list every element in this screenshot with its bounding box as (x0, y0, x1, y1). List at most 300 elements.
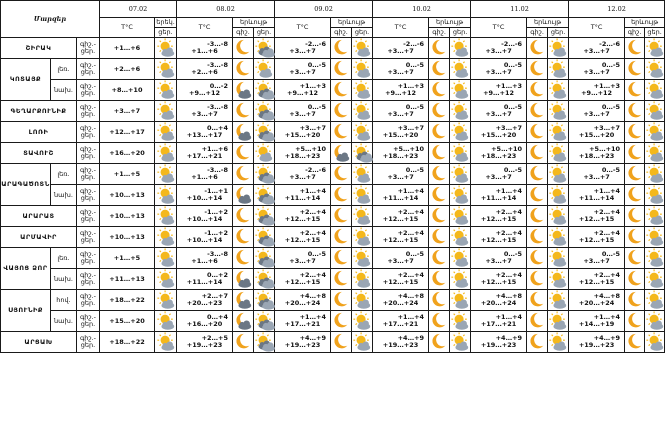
subregion-label: նախ. (51, 185, 77, 206)
temperature-cell (373, 311, 429, 332)
period-label: գիշ.- ցեր. (77, 311, 100, 332)
date-header: 08.02 (177, 1, 275, 18)
moon-icon (527, 143, 548, 164)
temperature-cell (177, 59, 233, 80)
partly-cloudy-icon (155, 311, 177, 332)
moon-icon (429, 332, 450, 353)
region-name: ԱՐՑԱԽ (1, 332, 77, 353)
day-temp: +1…+6 (113, 43, 141, 52)
day-temp: +3…+7 (583, 173, 610, 181)
date-header: 11.02 (471, 1, 569, 18)
partly-cloudy-icon (548, 164, 569, 185)
cloudy-icon (254, 290, 275, 311)
moon-icon (625, 164, 645, 185)
night-temp: +1…+3 (495, 82, 523, 90)
partly-cloudy-icon (645, 164, 665, 185)
night-temp: 0…-5 (601, 250, 621, 258)
subregion-label: նախ. (51, 269, 77, 290)
region-name: ԱՐԱԳԱԾՈՏՆ (1, 164, 51, 206)
day-temp: +17…+21 (480, 320, 517, 328)
temperature-cell (373, 59, 429, 80)
temperature-cell (100, 185, 155, 206)
day-temp: +3…+7 (387, 110, 414, 118)
subregion-label: լեռ. (51, 164, 77, 185)
moon-icon (331, 290, 352, 311)
partly-cloudy-icon (352, 59, 373, 80)
partly-cloudy-icon (450, 185, 471, 206)
night-temp: +2…+4 (593, 229, 621, 237)
partly-cloudy-icon (450, 206, 471, 227)
temperature-cell (100, 164, 155, 185)
period-label: գիշ.- ցեր. (77, 332, 100, 353)
partly-cloudy-icon (645, 143, 665, 164)
temperature-cell (471, 290, 527, 311)
night-temp: +2…+4 (495, 229, 523, 237)
moon-icon (233, 38, 254, 59)
temperature-cell (373, 185, 429, 206)
night-header: գիշ. (233, 28, 254, 38)
night-temp: +1…+4 (299, 187, 327, 195)
day-temp: +18…+23 (382, 152, 419, 160)
moon-icon (625, 80, 645, 101)
temperature-cell (569, 164, 625, 185)
night-temp: -2…-6 (501, 40, 523, 48)
temperature-cell (569, 206, 625, 227)
temperature-cell (177, 38, 233, 59)
day-temp: +10…+14 (186, 194, 223, 202)
day-temp: +12…+15 (480, 278, 517, 286)
night-temp: +4…+8 (495, 292, 523, 300)
night-temp: +4…+9 (495, 334, 523, 342)
temperature-cell (471, 38, 527, 59)
night-temp: +4…+8 (593, 292, 621, 300)
night-temp: 0…-5 (405, 103, 425, 111)
day-temp: +18…+22 (109, 295, 145, 304)
temperature-cell (275, 101, 331, 122)
night-temp: -2…-6 (305, 40, 327, 48)
day-temp: +3…+7 (485, 68, 512, 76)
night-temp: +4…+9 (593, 334, 621, 342)
moon-icon (527, 290, 548, 311)
temperature-cell (100, 59, 155, 80)
partly-cloudy-icon (254, 59, 275, 80)
day-temp: +12…+15 (382, 278, 419, 286)
moon-icon (429, 248, 450, 269)
day-temp: +11…+14 (186, 278, 223, 286)
night-temp: +2…+5 (201, 334, 229, 342)
cloudy-icon (254, 227, 275, 248)
night-temp: -3…-8 (207, 103, 229, 111)
day-temp: +10…+13 (109, 190, 145, 199)
temperature-cell (373, 206, 429, 227)
region-name: ԱՐՄԱՎԻՐ (1, 227, 77, 248)
moon-icon (625, 59, 645, 80)
moon-icon (527, 227, 548, 248)
temperature-header: T°C (100, 18, 155, 38)
day-temp: +17…+21 (186, 152, 223, 160)
region-row (1, 185, 665, 206)
day-temp: +1…+5 (113, 253, 141, 262)
moon-icon (331, 185, 352, 206)
day-temp: +12…+15 (578, 236, 615, 244)
partly-cloudy-icon (352, 311, 373, 332)
temperature-cell (275, 143, 331, 164)
phenomena-header: երևույթ (233, 18, 275, 28)
moon-icon (233, 59, 254, 80)
temperature-cell (100, 311, 155, 332)
temperature-cell (373, 80, 429, 101)
moon-icon (429, 143, 450, 164)
day-temp: +11…+14 (284, 194, 321, 202)
temperature-cell (100, 269, 155, 290)
temperature-cell (569, 101, 625, 122)
night-header: գիշ. (625, 28, 645, 38)
partly-cloudy-icon (548, 311, 569, 332)
partly-cloudy-icon (155, 101, 177, 122)
moon-icon (233, 164, 254, 185)
moon-icon (625, 290, 645, 311)
partly-cloudy-icon (450, 164, 471, 185)
region-name: ՏԱՎՈՒՇ (1, 143, 77, 164)
temperature-cell (373, 122, 429, 143)
region-name: ՎԱՅՈՑ ՁՈՐ (1, 248, 51, 290)
day-temp: +10…+13 (109, 232, 145, 241)
moon-icon (527, 122, 548, 143)
period-label: գիշ.- ցեր. (77, 143, 100, 164)
partly-cloudy-icon (155, 248, 177, 269)
partly-cloudy-icon (645, 311, 665, 332)
moon-icon (625, 227, 645, 248)
day-temp: +2…+6 (113, 64, 141, 73)
temperature-cell (100, 143, 155, 164)
night-temp: 0…-5 (503, 166, 523, 174)
day-header: ցեր. (352, 28, 373, 38)
partly-cloudy-icon (645, 227, 665, 248)
day-temp: +11…+14 (578, 194, 615, 202)
night-temp: +1…+4 (593, 187, 621, 195)
temperature-cell (275, 59, 331, 80)
temperature-cell (275, 38, 331, 59)
day-temp: +18…+23 (578, 152, 615, 160)
temperature-cell (275, 122, 331, 143)
moon-icon (331, 38, 352, 59)
partly-cloudy-icon (548, 80, 569, 101)
partly-cloudy-icon (450, 38, 471, 59)
day-temp: +15…+20 (382, 131, 419, 139)
temperature-cell (177, 122, 233, 143)
partly-cloudy-icon (450, 80, 471, 101)
day-temp: +1…+6 (191, 257, 218, 265)
moon-icon (331, 206, 352, 227)
subregion-label: նախ. (51, 80, 77, 101)
day-temp: +1…+6 (191, 173, 218, 181)
temperature-cell (471, 59, 527, 80)
moon-icon (233, 332, 254, 353)
temperature-cell (569, 143, 625, 164)
region-name: ՍՅՈՒՆԻՔ (1, 290, 51, 332)
night-temp: +4…+9 (299, 334, 327, 342)
partly-cloudy-icon (352, 332, 373, 353)
temperature-cell (373, 248, 429, 269)
temperature-cell (471, 248, 527, 269)
day-temp: +9…+12 (287, 89, 319, 97)
partly-cloudy-icon (548, 248, 569, 269)
temperature-cell (569, 332, 625, 353)
temperature-header: T°C (373, 18, 429, 38)
temperature-cell (569, 311, 625, 332)
moon-icon (331, 101, 352, 122)
cloudy-icon (254, 206, 275, 227)
night-temp: +4…+8 (397, 292, 425, 300)
partly-cloudy-icon (352, 122, 373, 143)
region-name: ԼՈՌԻ (1, 122, 77, 143)
day-temp: +3…+7 (583, 110, 610, 118)
night-temp: -2…-6 (305, 166, 327, 174)
temperature-cell (100, 206, 155, 227)
partly-cloudy-icon (645, 101, 665, 122)
subregion-label: նախ. (51, 311, 77, 332)
night-temp: +2…+4 (593, 271, 621, 279)
day-temp: +13…+17 (186, 131, 223, 139)
moon-icon (527, 185, 548, 206)
day-temp: +10…+14 (186, 236, 223, 244)
temperature-cell (471, 122, 527, 143)
day-temp: +10…+13 (109, 211, 145, 220)
day-temp: +11…+13 (109, 274, 145, 283)
day-temp: +20…+24 (382, 299, 419, 307)
date-header: 07.02 (100, 1, 177, 18)
day-temp: +19…+23 (186, 341, 223, 349)
temperature-cell (569, 38, 625, 59)
night-temp: +3…+7 (495, 124, 523, 132)
day-temp: +18…+23 (284, 152, 321, 160)
night-temp: +5…+10 (393, 145, 425, 153)
day-temp: +12…+15 (480, 236, 517, 244)
partly-cloudy-icon (645, 269, 665, 290)
temperature-cell (177, 269, 233, 290)
partly-cloudy-icon (645, 185, 665, 206)
night-temp: 0…-5 (503, 61, 523, 69)
moon-icon (331, 143, 352, 164)
moon-icon (233, 248, 254, 269)
temperature-cell (373, 332, 429, 353)
day-temp: +14…+19 (578, 320, 615, 328)
moon-icon (625, 206, 645, 227)
day-temp: +3…+7 (485, 110, 512, 118)
temperature-cell (177, 332, 233, 353)
day-temp: +12…+15 (284, 215, 321, 223)
day-temp: +20…+24 (578, 299, 615, 307)
day-temp: +9…+12 (483, 89, 515, 97)
period-label: գիշ.- ցեր. (77, 290, 100, 311)
temperature-cell (471, 206, 527, 227)
day-temp: +12…+17 (109, 127, 145, 136)
partly-cloudy-icon (645, 332, 665, 353)
period-label: գիշ.- ցեր. (77, 80, 100, 101)
partly-cloudy-icon (155, 164, 177, 185)
night-temp: -3…-8 (207, 250, 229, 258)
night-header: գիշ. (331, 28, 352, 38)
moon-icon (233, 122, 254, 143)
partly-cloudy-icon (548, 59, 569, 80)
day-temp: +3…+7 (387, 47, 414, 55)
day-header: ցեր. (254, 28, 275, 38)
night-temp: +1…+4 (299, 313, 327, 321)
moon-icon (233, 143, 254, 164)
day-temp: +3…+7 (289, 173, 316, 181)
day-temp: +9…+12 (385, 89, 417, 97)
moon-icon (429, 185, 450, 206)
period-label: գիշ.- ցեր. (77, 122, 100, 143)
night-temp: +3…+7 (299, 124, 327, 132)
moon-icon (429, 311, 450, 332)
partly-cloudy-icon (352, 290, 373, 311)
day-temp: +15…+20 (284, 131, 321, 139)
partly-cloudy-icon (548, 38, 569, 59)
day-temp: +19…+23 (284, 341, 321, 349)
partly-cloudy-icon (155, 122, 177, 143)
temperature-cell (100, 290, 155, 311)
partly-cloudy-icon (155, 185, 177, 206)
cloudy-icon (254, 122, 275, 143)
day-temp: +12…+15 (382, 215, 419, 223)
temperature-cell (177, 206, 233, 227)
moon-icon (331, 122, 352, 143)
day-temp: +15…+20 (480, 131, 517, 139)
night-temp: -2…-6 (403, 40, 425, 48)
night-temp: 0…-5 (405, 250, 425, 258)
temperature-cell (471, 164, 527, 185)
partly-cloudy-icon (548, 185, 569, 206)
day-temp: +15…+20 (109, 316, 145, 325)
night-temp: 0…-5 (503, 103, 523, 111)
day-temp: +9…+12 (189, 89, 220, 97)
night-temp: +2…+4 (397, 229, 425, 237)
night-temp: +4…+8 (299, 292, 327, 300)
temperature-cell (569, 227, 625, 248)
day-temp: +12…+15 (382, 236, 419, 244)
moon-icon (331, 248, 352, 269)
moon-icon (527, 311, 548, 332)
phenomena-header: երևույթ (625, 18, 665, 28)
period-label: գիշ.- ցեր. (77, 206, 100, 227)
night-temp: +2…+4 (495, 271, 523, 279)
phenomena-header: երևույթ (331, 18, 373, 28)
region-row (1, 80, 665, 101)
temperature-cell (275, 206, 331, 227)
day-temp: +3…+7 (583, 257, 610, 265)
partly-cloudy-icon (155, 38, 177, 59)
day-header: ցեր. (450, 28, 471, 38)
partly-cloudy-icon (548, 101, 569, 122)
temperature-cell (569, 185, 625, 206)
period-label: գիշ.- ցեր. (77, 269, 100, 290)
partly-cloudy-icon (645, 290, 665, 311)
day-temp: +12…+15 (284, 278, 321, 286)
night-temp: 0…-5 (307, 103, 327, 111)
night-temp: -1…+2 (204, 208, 229, 216)
moon-icon (625, 269, 645, 290)
night-temp: 0…+4 (207, 124, 229, 132)
partly-cloudy-icon (548, 290, 569, 311)
temperature-cell (569, 269, 625, 290)
night-temp: 0…-5 (601, 103, 621, 111)
temperature-cell (569, 290, 625, 311)
day-temp: +3…+7 (387, 257, 414, 265)
moon-icon (625, 185, 645, 206)
night-temp: +1…+3 (397, 82, 425, 90)
night-temp: 0…-5 (503, 250, 523, 258)
temperature-cell (275, 227, 331, 248)
temperature-cell (177, 143, 233, 164)
day-temp: +20…+23 (186, 299, 223, 307)
day-temp: +3…+7 (485, 257, 512, 265)
night-temp: -1…+1 (204, 187, 229, 195)
temperature-cell (177, 227, 233, 248)
subregion-label: լեռ. (51, 59, 77, 80)
partly-cloudy-icon (352, 164, 373, 185)
cloudy-icon (254, 80, 275, 101)
moon-icon (625, 101, 645, 122)
night-temp: +1…+4 (495, 187, 523, 195)
night-temp: 0…-5 (601, 61, 621, 69)
day-temp: +18…+22 (109, 337, 145, 346)
day-temp: +3…+7 (113, 106, 141, 115)
day-temp: +19…+23 (480, 341, 517, 349)
partly-cloudy-icon (155, 59, 177, 80)
partly-cloudy-icon (450, 269, 471, 290)
day-header: ցեր. (155, 28, 177, 38)
date-header: 12.02 (569, 1, 665, 18)
region-row (1, 122, 665, 143)
day-temp: +3…+7 (583, 47, 610, 55)
region-row (1, 311, 665, 332)
partly-cloudy-icon (548, 143, 569, 164)
partly-cloudy-icon (645, 80, 665, 101)
night-temp: +1…+3 (299, 82, 327, 90)
temperature-cell (471, 269, 527, 290)
day-temp: +3…+7 (289, 257, 316, 265)
night-temp: 0…-2 (209, 82, 229, 90)
partly-cloudy-icon (254, 143, 275, 164)
temperature-cell (177, 185, 233, 206)
cloudy-icon (254, 269, 275, 290)
moon-icon (331, 311, 352, 332)
night-temp: +5…+10 (295, 145, 327, 153)
temperature-cell (373, 290, 429, 311)
day-temp: +18…+23 (480, 152, 517, 160)
cloudy-icon (254, 185, 275, 206)
partly-cloudy-icon (450, 122, 471, 143)
partly-cloudy-icon (155, 227, 177, 248)
subheader-row (1, 18, 665, 28)
temperature-cell (177, 248, 233, 269)
temperature-cell (177, 290, 233, 311)
night-temp: -3…-8 (207, 166, 229, 174)
day-temp: +12…+15 (578, 215, 615, 223)
cloudy-icon (254, 311, 275, 332)
partly-cloudy-icon (450, 101, 471, 122)
moon-icon (331, 80, 352, 101)
moon-icon (527, 332, 548, 353)
night-temp: +2…+4 (593, 208, 621, 216)
partly-cloudy-icon (548, 269, 569, 290)
subregion-label: լեռ. (51, 248, 77, 269)
day-temp: +15…+20 (578, 131, 615, 139)
temperature-cell (100, 38, 155, 59)
moon-icon (429, 206, 450, 227)
temperature-cell (177, 311, 233, 332)
